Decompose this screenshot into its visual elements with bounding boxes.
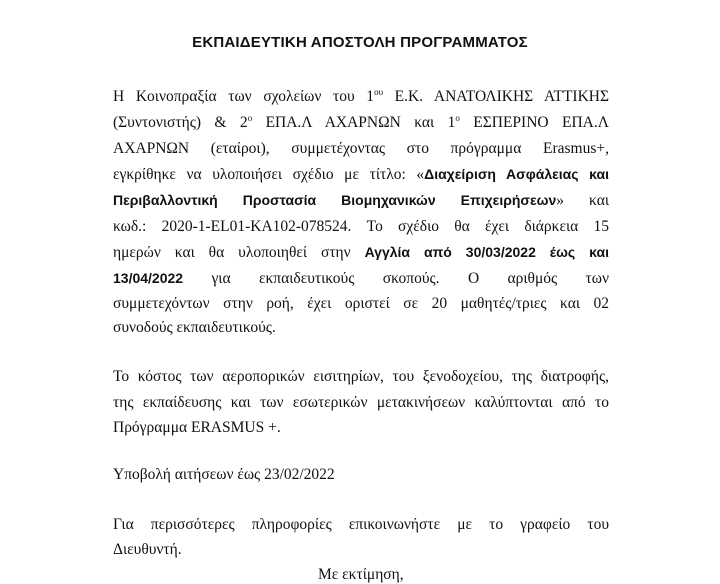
paragraph-line: κωδ.: 2020-1-EL01-KA102-078524. Το σχέδιο θα έχει διάρκεια 15 — [113, 218, 609, 235]
paragraph-line: εγκρίθηκε να υλοποιήσει σχέδιο με τίτλο: «Διαχείριση Ασφάλειας και — [113, 166, 609, 183]
paragraph-line: Για περισσότερες πληροφορίες επικοινωνήστε με το γραφείο του — [113, 516, 609, 533]
paragraph-line: ΑΧΑΡΝΩΝ (εταίροι), συμμετέχοντας στο πρόγραμμα Erasmus+, — [113, 140, 609, 157]
deadline-text: Υποβολή αιτήσεων έως 23/02/2022 — [113, 466, 335, 483]
paragraph-line: 13/04/2022 για εκπαιδευτικούς σκοπούς. Ο αριθμός των — [113, 270, 609, 287]
paragraph-line: ημερών και θα υλοποιηθεί στην Αγγλία από 30/03/2022 έως και — [113, 244, 609, 261]
paragraph-line: συμμετεχόντων στην ροή, έχει οριστεί σε 20 μαθητές/τριες και 02 — [113, 295, 609, 312]
paragraph-line: της εκπαίδευσης και των εσωτερικών μετακινήσεων καλύπτονται από το — [113, 394, 609, 411]
paragraph-line: Περιβαλλοντική Προστασία Βιομηχανικών Επιχειρήσεων» και — [113, 192, 609, 209]
paragraph-line: Η Κοινοπραξία των σχολείων του $1^{o\upsilon}$ Ε.Κ. ΑΝΑΤΟΛΙΚΗΣ ΑΤΤΙΚΗΣ — [113, 86, 609, 105]
paragraph-line: Διευθυντή. — [113, 541, 182, 558]
closing-text: Με εκτίμηση, — [318, 566, 404, 583]
document-title: ΕΚΠΑΙΔΕΥΤΙΚΗ ΑΠΟΣΤΟΛΗ ΠΡΟΓΡΑΜΜΑΤΟΣ — [192, 34, 528, 51]
paragraph-line: Το κόστος των αεροπορικών εισιτηρίων, του ξενοδοχείου, της διατροφής, — [113, 368, 609, 385]
paragraph-line: συνοδούς εκπαιδευτικούς. — [113, 319, 276, 336]
paragraph-line: (Συντονιστής) & $2^o$ ΕΠΑ.Λ ΑΧΑΡΝΩΝ και $1^o$ ΕΣΠΕΡΙΝΟ ΕΠΑ.Λ — [113, 112, 609, 131]
paragraph-line: Πρόγραμμα ERASMUS +. — [113, 419, 281, 436]
